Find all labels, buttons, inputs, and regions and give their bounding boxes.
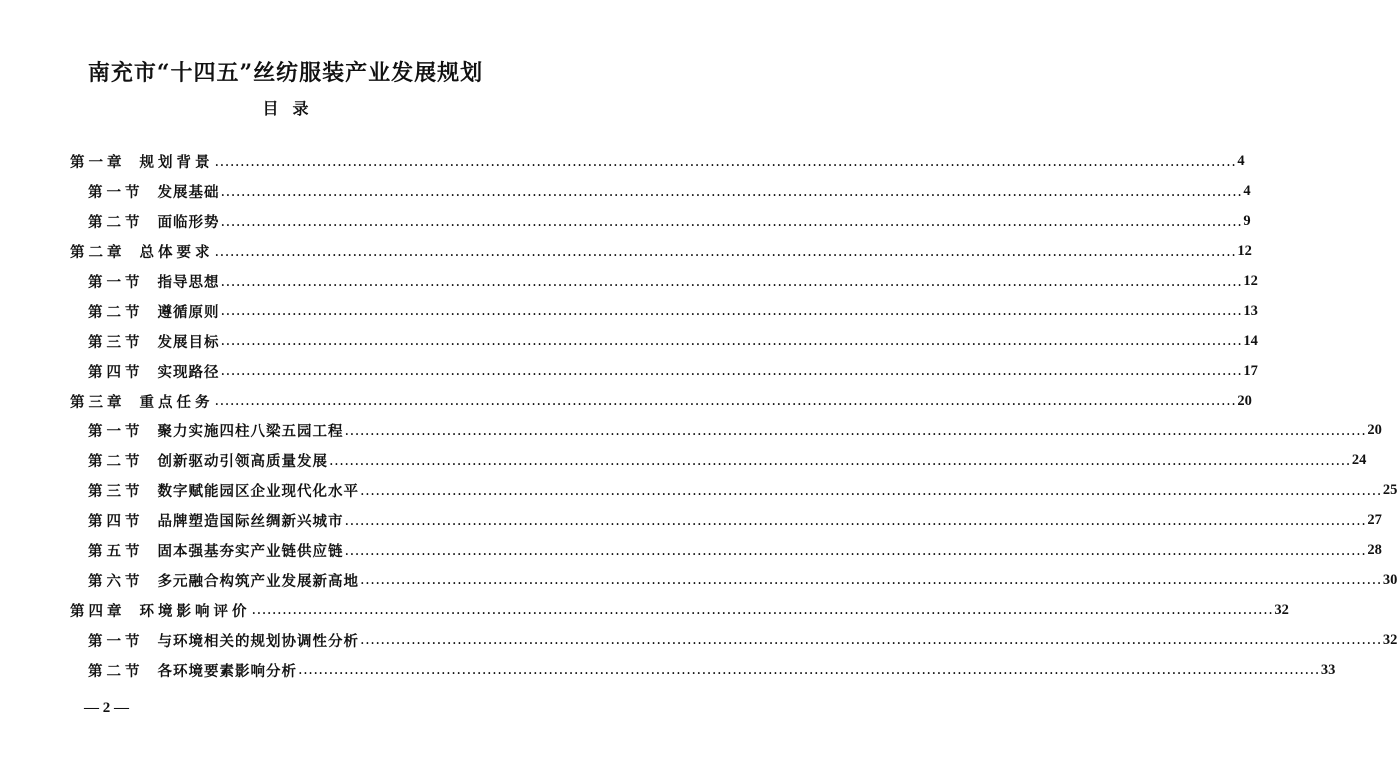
- toc-entry-title: 规划背景: [139, 154, 214, 172]
- toc-dot-leader: ........................................................................................................................................................................................................: [214, 393, 1237, 410]
- toc-dot-leader: ........................................................................................................................................................................................................: [360, 482, 1382, 499]
- toc-entry-page: 28: [1367, 542, 1382, 559]
- toc-entry-number: 第一节: [88, 274, 144, 291]
- toc-entry-page: 20: [1237, 392, 1252, 409]
- toc-entry-number: 第四节: [88, 513, 144, 531]
- toc-entry-page: 4: [1243, 183, 1251, 200]
- toc-section-entry[interactable]: [70, 446, 1367, 476]
- toc-dot-leader: ........................................................................................................................................................................................................: [360, 632, 1382, 649]
- toc-entry-number: 第二节: [88, 662, 144, 680]
- toc-section-entry[interactable]: [70, 655, 1336, 685]
- toc-entry-page: 32: [1274, 601, 1289, 618]
- toc-section-entry[interactable]: [70, 416, 1382, 446]
- toc-chapter-entry[interactable]: [70, 386, 1252, 416]
- toc-entry-number: 第四节: [88, 363, 144, 381]
- toc-entry-title: 创新驱动引领高质量发展: [157, 453, 328, 471]
- toc-entry-title: 实现路径: [157, 363, 220, 381]
- toc-section-entry[interactable]: [70, 177, 1251, 207]
- toc-entry-title: 遵循原则: [157, 303, 220, 321]
- toc-entry-title: 总体要求: [139, 244, 214, 262]
- toc-entry-page: 12: [1237, 243, 1252, 260]
- toc-entry-page: 4: [1237, 153, 1245, 170]
- toc-entry-number: 第二节: [88, 303, 144, 321]
- toc-entry-number: 第六节: [88, 572, 144, 590]
- toc-entry-page: 25: [1382, 482, 1397, 499]
- toc-entry-number: 第二节: [88, 453, 144, 471]
- toc-entry-number: 第三节: [88, 483, 144, 501]
- table-of-contents: [70, 147, 1397, 685]
- toc-dot-leader: ........................................................................................................................................................................................................: [360, 572, 1382, 589]
- toc-entry-page: 27: [1367, 512, 1382, 529]
- toc-section-entry[interactable]: [70, 625, 1397, 655]
- toc-entry-page: 9: [1243, 213, 1251, 230]
- page-number: — 2 —: [84, 700, 129, 716]
- toc-dot-leader: ........................................................................................................................................................................................................: [220, 183, 1243, 200]
- toc-entry-number: 第五节: [88, 543, 144, 561]
- toc-entry-number: 第一章: [70, 154, 126, 172]
- toc-section-entry[interactable]: [70, 506, 1382, 536]
- toc-dot-leader: ........................................................................................................................................................................................................: [298, 662, 1320, 679]
- toc-entry-title: 重点任务: [139, 393, 214, 411]
- toc-heading: 目录: [262, 99, 323, 118]
- toc-dot-leader: ........................................................................................................................................................................................................: [251, 602, 1274, 619]
- document-title: 南充市“十四五”丝纺服装产业发展规划: [87, 60, 484, 86]
- toc-entry-title: 各环境要素影响分析: [157, 662, 297, 680]
- toc-entry-title: 发展基础: [157, 184, 220, 202]
- toc-dot-leader: ........................................................................................................................................................................................................: [220, 333, 1243, 350]
- toc-chapter-entry[interactable]: [70, 595, 1289, 625]
- toc-entry-number: 第一节: [88, 423, 144, 441]
- toc-entry-title: 多元融合构筑产业发展新高地: [157, 572, 359, 590]
- toc-dot-leader: ........................................................................................................................................................................................................: [220, 303, 1243, 320]
- toc-section-entry[interactable]: [70, 536, 1382, 566]
- toc-dot-leader: ........................................................................................................................................................................................................: [344, 422, 1367, 439]
- toc-dot-leader: ........................................................................................................................................................................................................: [329, 452, 1351, 469]
- toc-chapter-entry[interactable]: [70, 237, 1252, 267]
- toc-entry-number: 第四章: [70, 602, 126, 620]
- toc-entry-page: 30: [1382, 571, 1397, 588]
- toc-entry-page: 14: [1243, 332, 1258, 349]
- toc-dot-leader: ........................................................................................................................................................................................................: [220, 213, 1243, 230]
- toc-entry-title: 数字赋能园区企业现代化水平: [157, 483, 359, 501]
- toc-entry-title: 与环境相关的规划协调性分析: [157, 632, 359, 650]
- toc-dot-leader: ........................................................................................................................................................................................................: [214, 153, 1237, 170]
- toc-section-entry[interactable]: [70, 565, 1397, 595]
- toc-entry-page: 32: [1382, 631, 1397, 648]
- toc-entry-number: 第二节: [88, 214, 144, 232]
- toc-entry-number: 第三章: [70, 393, 126, 411]
- toc-entry-title: 面临形势: [157, 214, 220, 232]
- toc-entry-title: 品牌塑造国际丝绸新兴城市: [157, 513, 344, 531]
- toc-entry-number: 第一节: [88, 184, 144, 202]
- toc-entry-page: 20: [1367, 422, 1382, 439]
- toc-dot-leader: ........................................................................................................................................................................................................: [220, 363, 1243, 380]
- toc-section-entry[interactable]: [70, 326, 1258, 356]
- toc-entry-page: 17: [1243, 362, 1258, 379]
- toc-entry-number: 第二章: [70, 244, 126, 262]
- toc-dot-leader: ........................................................................................................................................................................................................: [344, 542, 1367, 559]
- toc-entry-number: 第三节: [88, 333, 144, 351]
- toc-entry-title: 环境影响评价: [139, 602, 251, 620]
- toc-section-entry[interactable]: [70, 207, 1251, 237]
- toc-dot-leader: ........................................................................................................................................................................................................: [214, 243, 1237, 260]
- toc-entry-title: 发展目标: [157, 333, 220, 351]
- toc-dot-leader: ........................................................................................................................................................................................................: [344, 512, 1367, 529]
- toc-entry-title: 固本强基夯实产业链供应链: [157, 543, 344, 561]
- toc-entry-page: 13: [1243, 302, 1258, 319]
- toc-entry-title: 聚力实施四柱八梁五园工程: [157, 423, 344, 441]
- toc-entry-title: 指导思想: [157, 274, 220, 291]
- toc-chapter-entry[interactable]: [70, 147, 1245, 177]
- toc-section-entry[interactable]: [70, 476, 1397, 506]
- toc-entry-page: 33: [1320, 661, 1336, 678]
- toc-entry-page: 12: [1243, 273, 1258, 289]
- toc-section-entry[interactable]: [70, 356, 1258, 386]
- toc-entry-page: 24: [1351, 452, 1367, 469]
- toc-entry-number: 第一节: [88, 632, 144, 650]
- toc-section-entry[interactable]: [70, 267, 1258, 297]
- toc-section-entry[interactable]: [70, 296, 1258, 326]
- toc-dot-leader: ........................................................................................................................................................................................................: [220, 273, 1243, 290]
